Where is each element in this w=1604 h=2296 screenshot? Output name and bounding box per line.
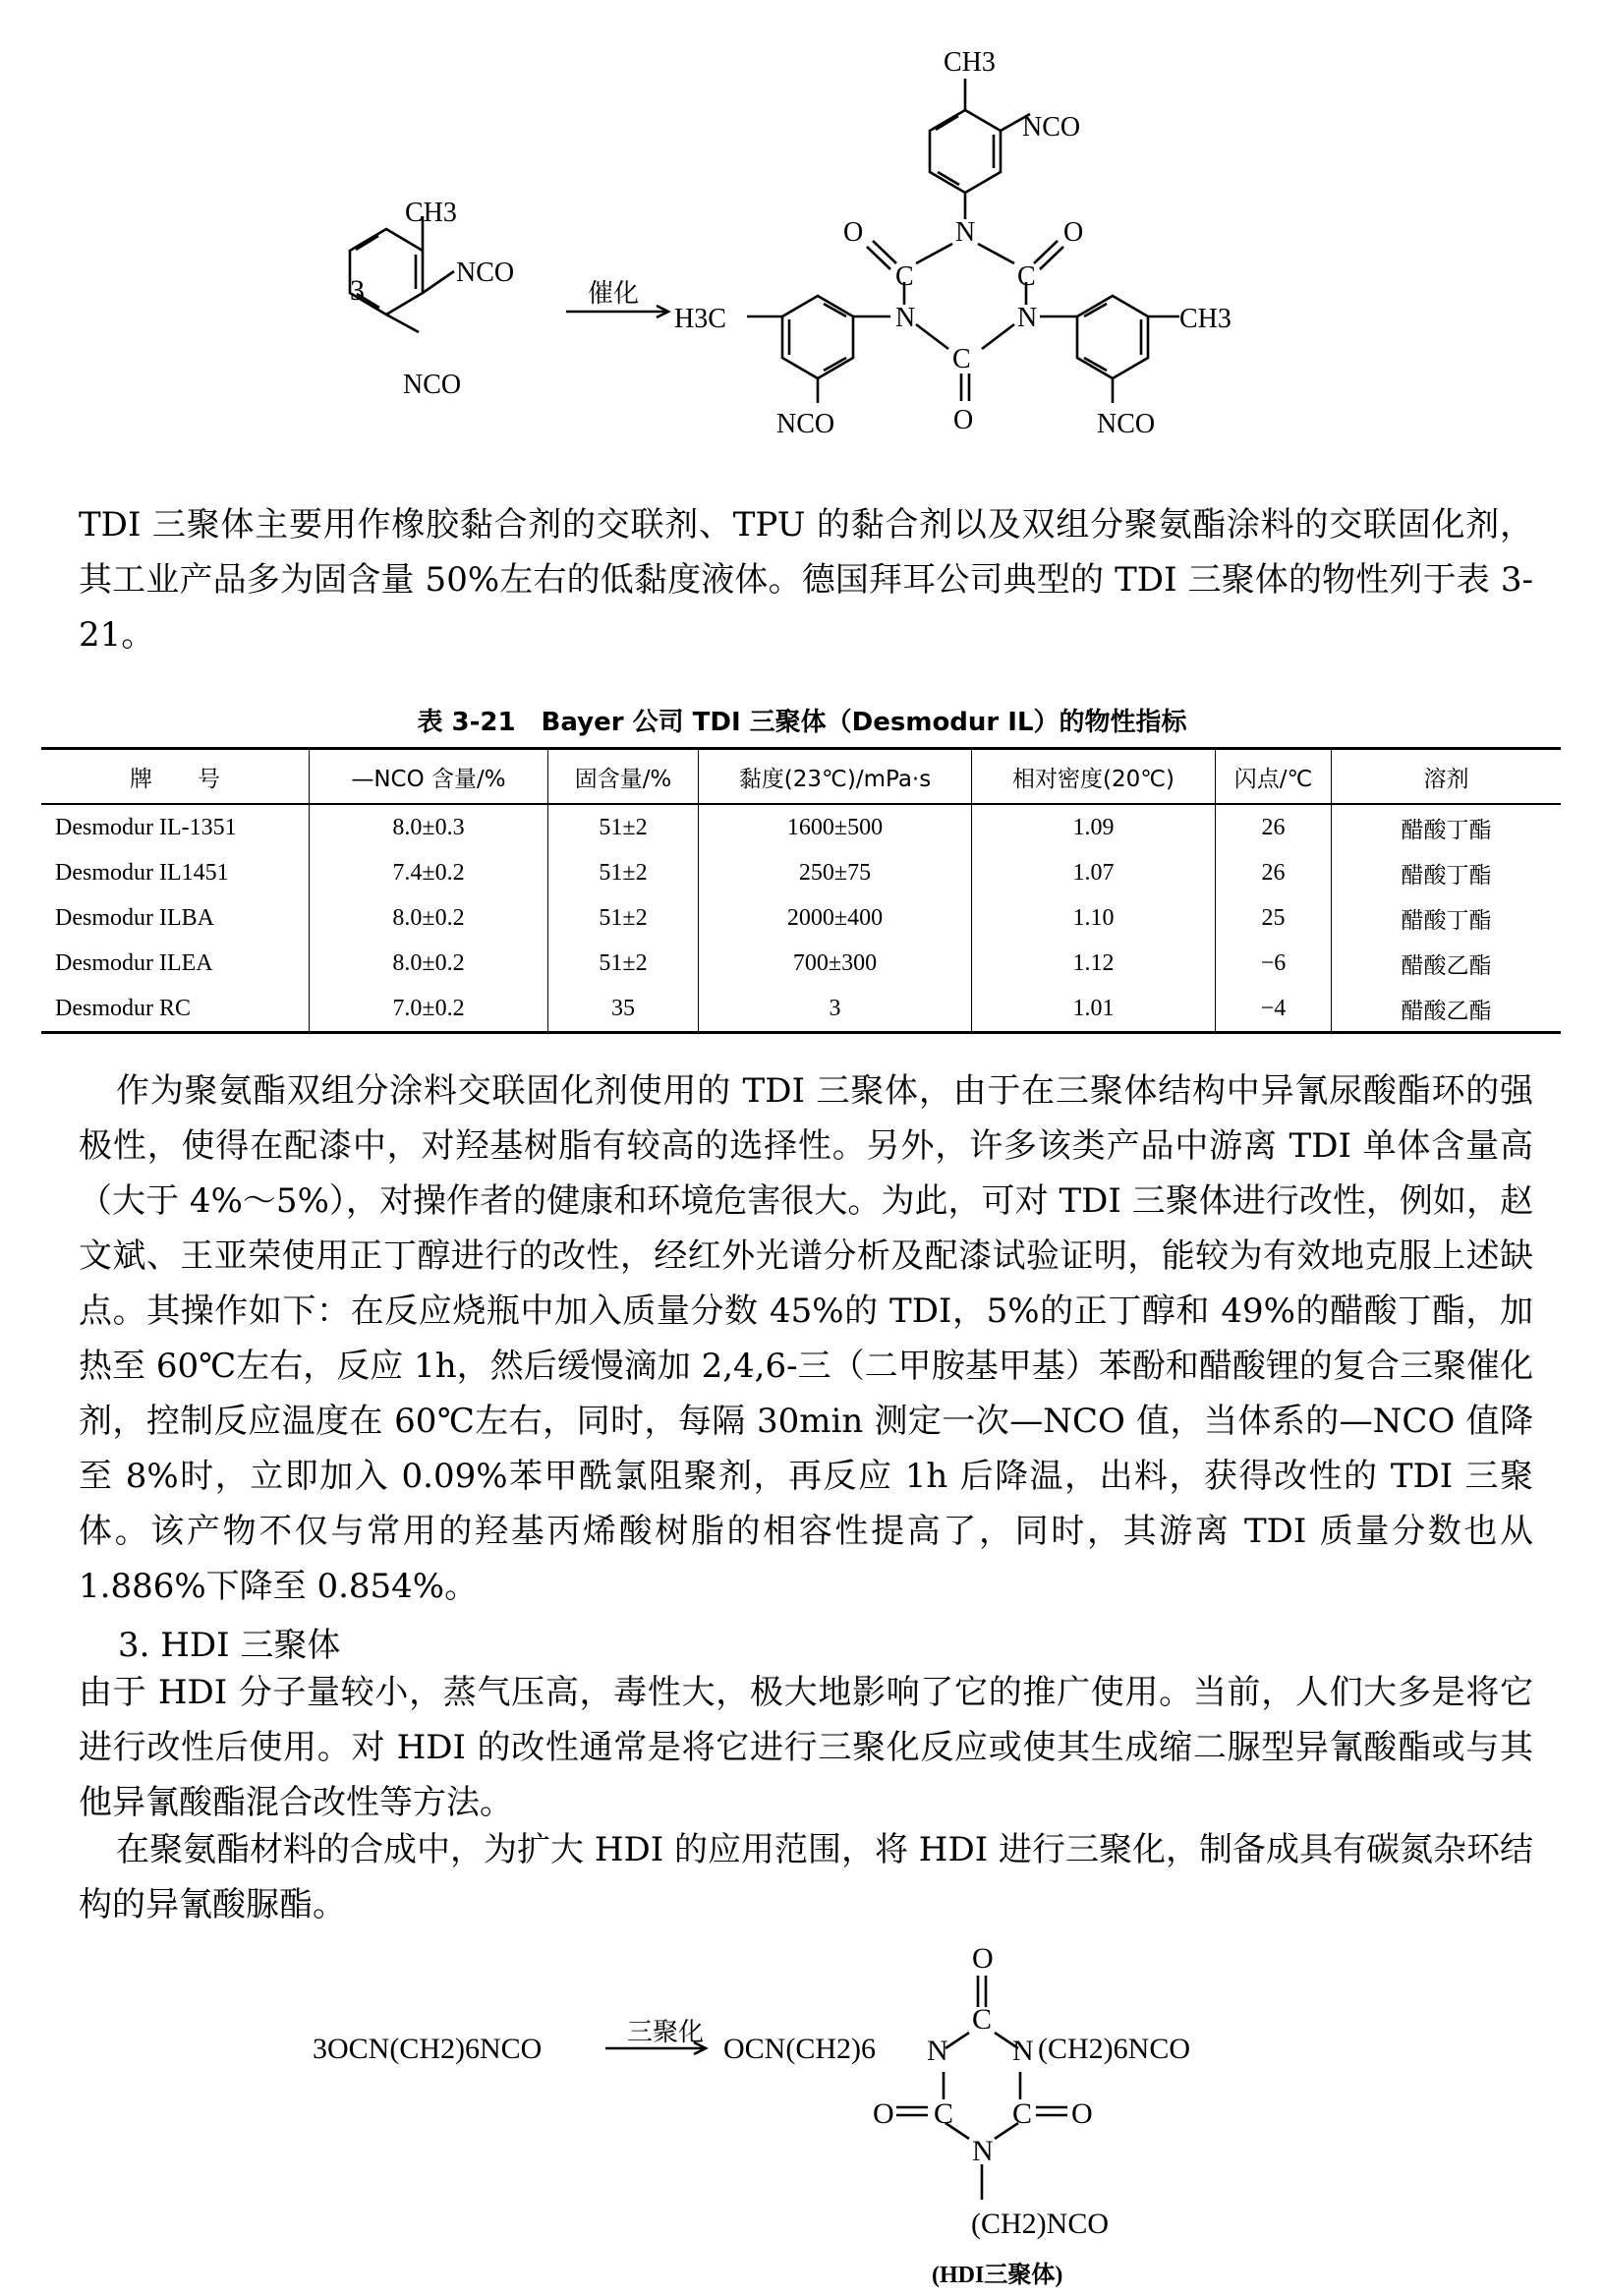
properties-table bbox=[41, 747, 1561, 1034]
header-density: 相对密度(20℃) bbox=[972, 749, 1216, 805]
cell-brand: Desmodur ILBA bbox=[55, 904, 214, 931]
right-nco: NCO bbox=[1097, 409, 1156, 439]
reactant-methyl: CH3 bbox=[405, 198, 457, 228]
ring-n-right: N bbox=[1012, 2035, 1034, 2067]
table-row bbox=[41, 895, 1561, 941]
cell-solid: 51±2 bbox=[548, 895, 699, 941]
cell-solid: 51±2 bbox=[548, 941, 699, 986]
ring-c-top: C bbox=[972, 2003, 993, 2036]
cell-brand: Desmodur IL-1351 bbox=[55, 814, 237, 840]
table-header-row bbox=[41, 749, 1561, 805]
cell-solid: 51±2 bbox=[548, 804, 699, 850]
table-row bbox=[41, 941, 1561, 986]
ring-c-right: C bbox=[1017, 261, 1036, 292]
left-chain: OCN(CH2)6 bbox=[723, 2033, 876, 2065]
cell-viscosity: 700±300 bbox=[699, 941, 972, 986]
ring-n-top: N bbox=[955, 217, 976, 248]
hdi-reactant: 3OCN(CH2)6NCO bbox=[313, 2033, 543, 2065]
hdi-trimer-scheme bbox=[0, 1917, 1604, 2296]
carbonyl-o-top: O bbox=[972, 1942, 994, 1975]
catalyst-label: 催化 bbox=[588, 279, 640, 308]
reactant-nco-ortho: NCO bbox=[456, 258, 515, 288]
product-label: (HDI三聚体) bbox=[932, 2263, 1063, 2288]
ring-n-left: N bbox=[927, 2035, 948, 2067]
cell-density: 1.09 bbox=[972, 804, 1216, 850]
cell-density: 1.01 bbox=[972, 986, 1216, 1033]
paragraph-hdi-intro: 由于 HDI 分子量较小，蒸气压高，毒性大，极大地影响了它的推广使用。当前，人们大多是将它进行改性后使用。对 HDI 的改性通常是将它进行三聚化反应或使其生成缩二脲型异氰酸酯或与其他异氰酸酯混合改性等方法。 bbox=[79, 1673, 1533, 1822]
left-nco: NCO bbox=[776, 409, 835, 439]
bottom-chain: (CH2)NCO bbox=[971, 2208, 1109, 2240]
cell-viscosity: 3 bbox=[699, 986, 972, 1033]
header-solvent: 溶剂 bbox=[1332, 749, 1562, 805]
ring-c-right: C bbox=[1012, 2097, 1033, 2130]
carbonyl-o-right: O bbox=[1063, 217, 1084, 248]
cell-brand: Desmodur RC bbox=[41, 986, 310, 1033]
cell-solvent: 醋酸丁酯 bbox=[1332, 804, 1562, 850]
cell-nco: 8.0±0.3 bbox=[310, 804, 548, 850]
table-row bbox=[41, 986, 1561, 1033]
cell-solid: 35 bbox=[548, 986, 699, 1033]
cell-nco: 8.0±0.2 bbox=[310, 941, 548, 986]
carbonyl-o-left: O bbox=[873, 2097, 894, 2130]
cell-nco: 7.0±0.2 bbox=[310, 986, 548, 1033]
tdi-trimer-scheme bbox=[0, 0, 1604, 462]
ring-c-left: C bbox=[934, 2097, 954, 2130]
cell-nco: 8.0±0.2 bbox=[310, 895, 548, 941]
paragraph-hdi-trimerization: 在聚氨酯材料的合成中，为扩大 HDI 的应用范围，将 HDI 进行三聚化，制备成具有碳氮杂环结构的异氰酸脲酯。 bbox=[79, 1830, 1533, 1924]
top-methyl: CH3 bbox=[944, 47, 996, 78]
cell-viscosity: 1600±500 bbox=[699, 804, 972, 850]
cell-brand: Desmodur IL1451 bbox=[55, 859, 229, 886]
carbonyl-o-bottom: O bbox=[953, 405, 974, 435]
cell-solid: 51±2 bbox=[548, 850, 699, 895]
header-flash-point: 闪点/℃ bbox=[1216, 749, 1332, 805]
ring-n-right: N bbox=[1017, 303, 1038, 333]
cell-solvent: 醋酸丁酯 bbox=[1332, 850, 1562, 895]
header-brand: 牌 号 bbox=[41, 749, 310, 805]
carbonyl-o-left: O bbox=[843, 217, 864, 248]
header-viscosity: 黏度(23℃)/mPa·s bbox=[699, 749, 972, 805]
cell-flash-point: −4 bbox=[1216, 986, 1332, 1033]
cell-solvent: 醋酸乙酯 bbox=[1332, 986, 1562, 1033]
reactant-coefficient: 3 bbox=[350, 274, 365, 307]
right-methyl: CH3 bbox=[1179, 304, 1232, 334]
left-methyl: H3C bbox=[674, 304, 726, 334]
reactant-nco-para: NCO bbox=[403, 370, 462, 400]
cell-viscosity: 250±75 bbox=[699, 850, 972, 895]
paragraph-tdi-trimer-intro: TDI 三聚体主要用作橡胶黏合剂的交联剂、TPU 的黏合剂以及双组分聚氨酯涂料的交联固化剂，其工业产品多为固含量 50%左右的低黏度液体。德国拜耳公司典型的 TDI 三聚体的物性列于表 3-21。 bbox=[79, 505, 1533, 655]
header-solid-content: 固含量/% bbox=[548, 749, 699, 805]
ring-n-bottom: N bbox=[972, 2135, 994, 2167]
ring-c-bottom: C bbox=[952, 344, 971, 374]
right-chain: (CH2)6NCO bbox=[1038, 2033, 1190, 2065]
table-caption: 表 3-21 Bayer 公司 TDI 三聚体（Desmodur IL）的物性指标 bbox=[417, 708, 1187, 737]
top-nco: NCO bbox=[1022, 112, 1081, 143]
section-heading-hdi-trimer: 3. HDI 三聚体 bbox=[118, 1626, 341, 1665]
cell-solvent: 醋酸丁酯 bbox=[1332, 895, 1562, 941]
cell-viscosity: 2000±400 bbox=[699, 895, 972, 941]
cell-flash-point: −6 bbox=[1216, 941, 1332, 986]
cell-brand: Desmodur ILEA bbox=[55, 949, 213, 976]
cell-density: 1.10 bbox=[972, 895, 1216, 941]
table-row bbox=[41, 804, 1561, 850]
ring-n-left: N bbox=[895, 303, 916, 333]
cell-flash-point: 26 bbox=[1216, 804, 1332, 850]
cell-solvent: 醋酸乙酯 bbox=[1332, 941, 1562, 986]
header-nco-content: —NCO 含量/% bbox=[310, 749, 548, 805]
cell-density: 1.07 bbox=[972, 850, 1216, 895]
table-row bbox=[41, 850, 1561, 895]
cell-flash-point: 25 bbox=[1216, 895, 1332, 941]
cell-density: 1.12 bbox=[972, 941, 1216, 986]
trimerization-label: 三聚化 bbox=[627, 2018, 705, 2046]
ring-c-left: C bbox=[895, 261, 914, 292]
paragraph-tdi-modification: 作为聚氨酯双组分涂料交联固化剂使用的 TDI 三聚体，由于在三聚体结构中异氰尿酸酯环的强极性，使得在配漆中，对羟基树脂有较高的选择性。另外，许多该类产品中游离 TDI 单体含量高（大于 4%～5%），对操作者的健康和环境危害很大。为此，可对 TDI 三聚体进行改性，例如，赵文斌、王亚荣使用正丁醇进行的改性，经红外光谱分析及配漆试验证明，能较为有效地克服上述缺点。其操作如下：在反应烧瓶中加入质量分数 45%的 TDI，5%的正丁醇和 49%的醋酸丁酯，加热至 60℃左右，反应 1h，然后缓慢滴加 2,4,6-三（二甲胺基甲基）苯酚和醋酸锂的复合三聚催化剂，控制反应温度在 60℃左右，同时，每隔 30min 测定一次—NCO 值，当体系的—NCO 值降至 8%时，立即加入 0.09%苯甲酰氯阻聚剂，再反应 1h 后降温，出料，获得改性的 TDI 三聚体。该产物不仅与常用的羟基丙烯酸树脂的相容性提高了，同时，其游离 TDI 质量分数也从 1.886%下降至 0.854%。 bbox=[79, 1071, 1533, 1606]
carbonyl-o-right: O bbox=[1071, 2097, 1093, 2130]
cell-nco: 7.4±0.2 bbox=[310, 850, 548, 895]
cell-flash-point: 26 bbox=[1216, 850, 1332, 895]
